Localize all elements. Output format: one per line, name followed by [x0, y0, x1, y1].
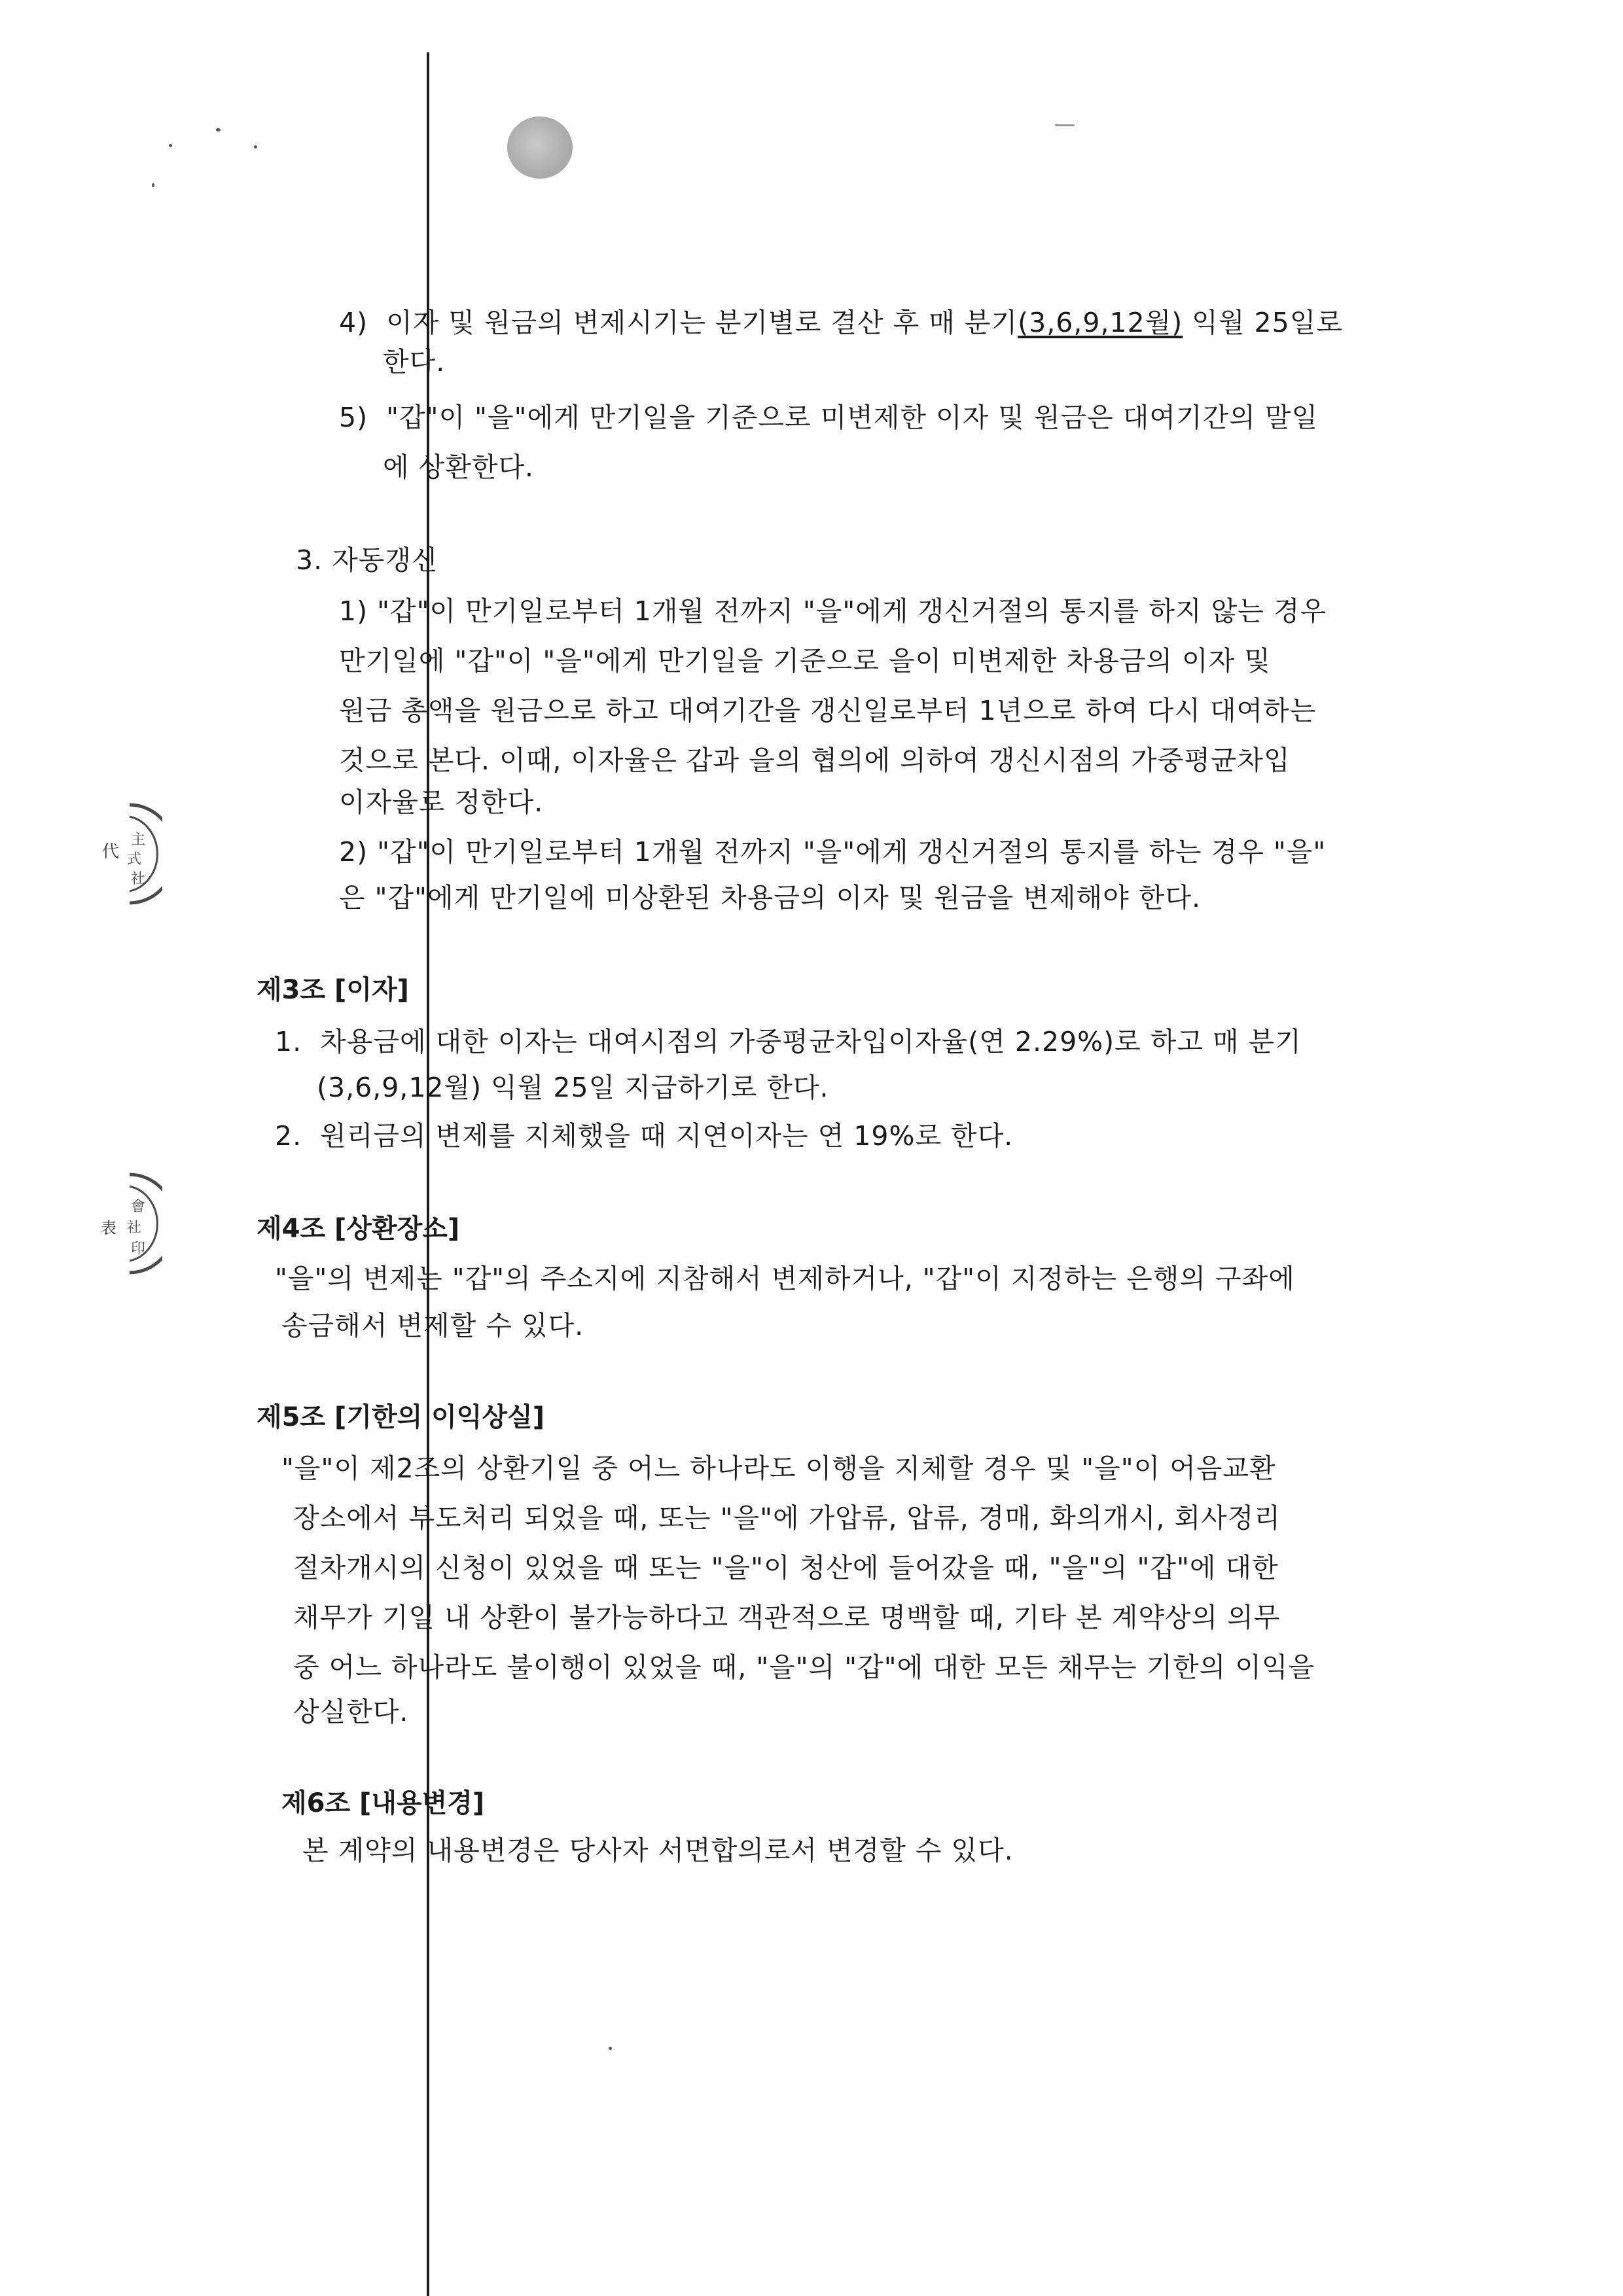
section-3-para-1-line: 원금 총액을 원금으로 하고 대여기간을 갱신일로부터 1년으로 하여 다시 대여하는	[339, 695, 1317, 726]
item-5-line-1: 5) "갑"이 "을"에게 만기일을 기준으로 미변제한 이자 및 원금은 대여기간의 말일	[339, 402, 1319, 433]
dust-speck	[254, 145, 257, 149]
dust-speck	[1055, 124, 1075, 126]
article-3-item-1-line: 1. 차용금에 대한 이자는 대여시점의 가중평균차입이자율(연 2.29%)로 하고 매 분기	[275, 1026, 1302, 1057]
article-5-body-line: 상실한다.	[293, 1696, 409, 1727]
section-3-title: 3. 자동갱신	[296, 544, 438, 576]
dust-speck	[152, 183, 154, 187]
item-5-line-2: 에 상환한다.	[383, 451, 535, 483]
article-3-heading: 제3조 [이자]	[257, 975, 409, 1005]
company-seal-stamp-icon	[90, 1168, 162, 1279]
section-3-para-1-line: 만기일에 "갑"이 "을"에게 만기일을 기준으로 을이 미변제한 차용금의 이자 및	[339, 645, 1271, 677]
item-4-line-1: 4) 이자 및 원금의 변제시기는 분기별로 결산 후 매 분기(3,6,9,12월) 익월 25일로	[339, 307, 1343, 338]
article-5-body-line: 장소에서 부도처리 되었을 때, 또는 "을"에 가압류, 압류, 경매, 화의개시, 회사정리	[293, 1502, 1281, 1534]
svg-text:社: 社	[131, 871, 146, 887]
article-3-item-1-line: (3,6,9,12월) 익월 25일 지급하기로 한다.	[317, 1072, 829, 1103]
article-5-body-line: 절차개시의 신청이 있었을 때 또는 "을"이 청산에 들어갔을 때, "을"의 "갑"에 대한	[293, 1552, 1279, 1583]
article-5-body-line: "을"이 제2조의 상환기일 중 어느 하나라도 이행을 지체할 경우 및 "을"이 어음교환	[281, 1453, 1276, 1484]
svg-text:代: 代	[102, 842, 120, 862]
article-5-heading: 제5조 [기한의 이익상실]	[257, 1402, 545, 1432]
section-3-para-2-line: 2) "갑"이 만기일로부터 1개월 전까지 "을"에게 갱신거절의 통지를 하는 경우 "을"	[339, 836, 1327, 868]
svg-text:會: 會	[131, 1199, 146, 1215]
company-seal-stamp-icon	[90, 798, 162, 910]
article-6-heading: 제6조 [내용변경]	[281, 1788, 485, 1818]
section-3-para-2-line: 은 "갑"에게 만기일에 미상환된 차용금의 이자 및 원금을 변제해야 한다.	[339, 882, 1202, 913]
svg-text:表: 表	[101, 1219, 116, 1237]
svg-text:式: 式	[127, 851, 142, 868]
item-4-line-2: 한다.	[383, 346, 446, 378]
article-5-body-line: 채무가 기일 내 상환이 불가능하다고 객관적으로 명백할 때, 기타 본 계약상의 의무	[293, 1602, 1281, 1633]
article-6-body: 본 계약의 내용변경은 당사자 서면합의로서 변경할 수 있다.	[302, 1835, 1014, 1866]
svg-text:主: 主	[131, 832, 146, 848]
article-5-body-line: 중 어느 하나라도 불이행이 있었을 때, "을"의 "갑"에 대한 모든 채무는 기한의 이익을	[293, 1651, 1315, 1683]
dust-speck	[216, 128, 221, 132]
article-4-body-line: "을"의 변제는 "갑"의 주소지에 지참해서 변제하거나, "갑"이 지정하는 은행의 구좌에	[275, 1263, 1295, 1294]
article-4-body-line: 송금해서 변제할 수 있다.	[281, 1310, 584, 1341]
scanner-line-artifact	[427, 52, 429, 2296]
punch-hole-artifact	[507, 116, 573, 179]
section-3-para-1-line: 이자율로 정한다.	[339, 786, 544, 818]
dust-speck	[609, 2047, 612, 2050]
svg-text:印: 印	[131, 1241, 146, 1257]
article-3-item-2: 2. 원리금의 변제를 지체했을 때 지연이자는 연 19%로 한다.	[275, 1120, 1014, 1152]
section-3-para-1-line: 것으로 본다. 이때, 이자율은 갑과 을의 협의에 의하여 갱신시점의 가중평균차입	[339, 745, 1291, 776]
article-4-heading: 제4조 [상환장소]	[257, 1214, 460, 1244]
quarter-months-underlined: (3,6,9,12월)	[1018, 307, 1183, 338]
section-3-para-1-line: 1) "갑"이 만기일로부터 1개월 전까지 "을"에게 갱신거절의 통지를 하지 않는 경우	[339, 595, 1327, 627]
svg-text:社: 社	[127, 1220, 142, 1236]
dust-speck	[169, 144, 172, 147]
